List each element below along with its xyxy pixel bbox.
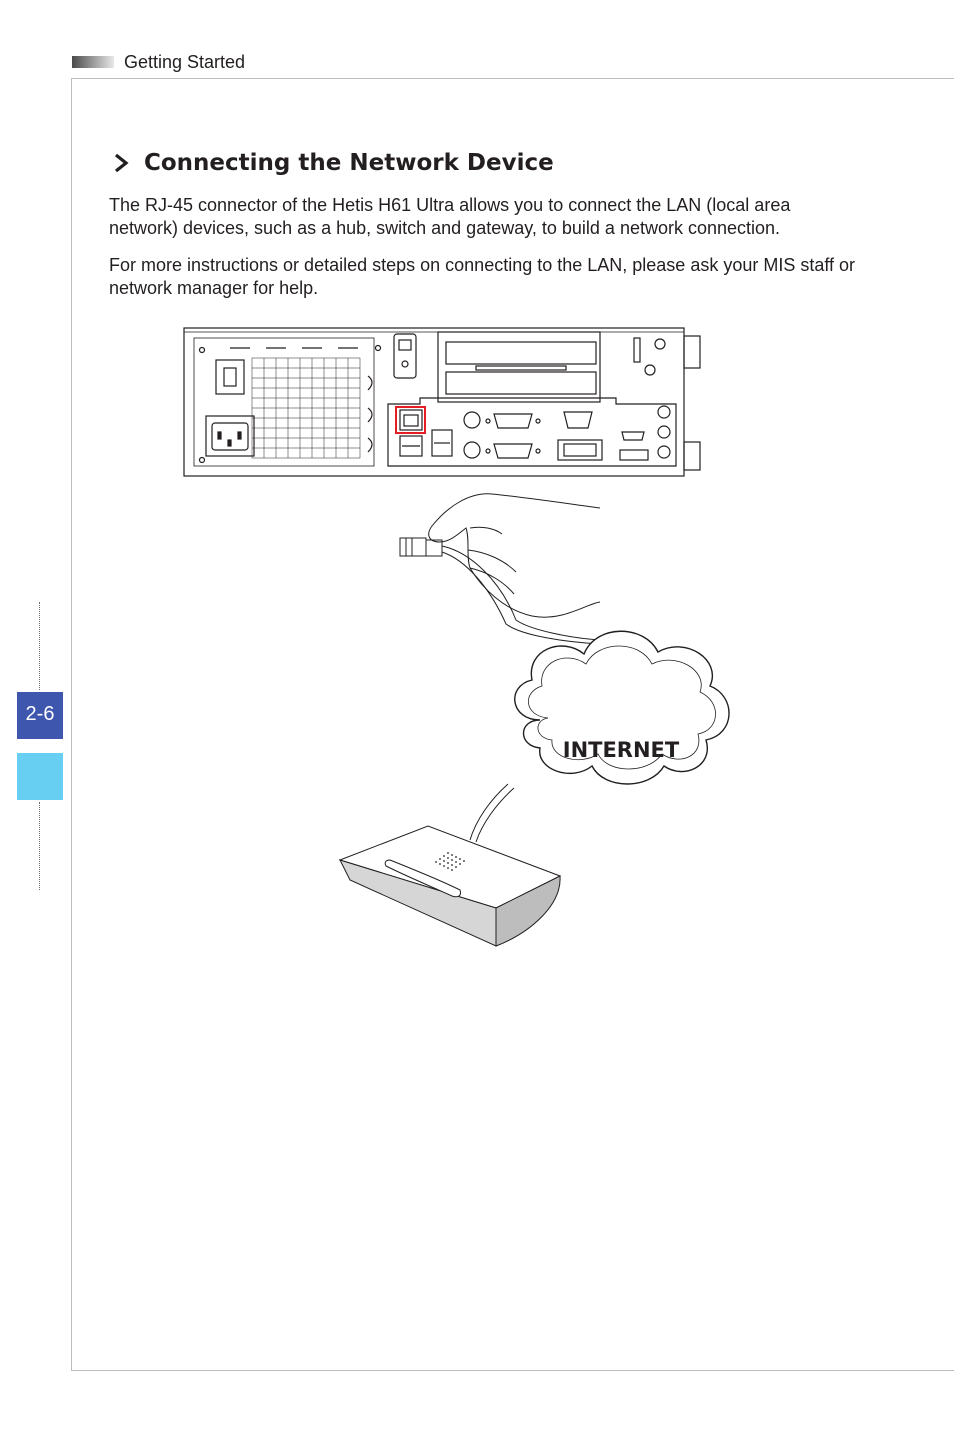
side-dotted-line-upper xyxy=(39,602,40,690)
header-section-label: Getting Started xyxy=(124,52,246,72)
top-rule xyxy=(72,78,954,79)
internet-label: INTERNET xyxy=(562,738,680,762)
network-router-device xyxy=(340,826,560,946)
psu-vent-grid xyxy=(252,358,360,458)
router-cable xyxy=(470,784,514,842)
page-number: 2-6 xyxy=(25,703,55,725)
left-rule xyxy=(71,78,72,1371)
network-connection-illustration xyxy=(170,320,770,960)
internet-cloud xyxy=(515,631,729,784)
hand-with-rj45-cable xyxy=(400,494,600,644)
computer-back-panel xyxy=(184,328,700,476)
chevron-right-icon xyxy=(110,152,132,174)
paragraph-instructions: For more instructions or detailed steps on connecting to the LAN, please ask your MIS staff or network manager for help. xyxy=(109,255,856,298)
chapter-tab-light xyxy=(17,753,63,800)
section-heading xyxy=(110,150,554,176)
bottom-rule xyxy=(72,1370,954,1371)
header-gradient-bar xyxy=(72,56,114,68)
section-title: Connecting the Network Device xyxy=(144,150,554,176)
page-number-tab xyxy=(17,692,63,739)
paragraph-rj45-description: The RJ-45 connector of the Hetis H61 Ultra allows you to connect the LAN (local area network) devices, such as a hub, switch and gateway, to build a network connection. xyxy=(109,195,791,238)
side-dotted-line-lower xyxy=(39,802,40,890)
